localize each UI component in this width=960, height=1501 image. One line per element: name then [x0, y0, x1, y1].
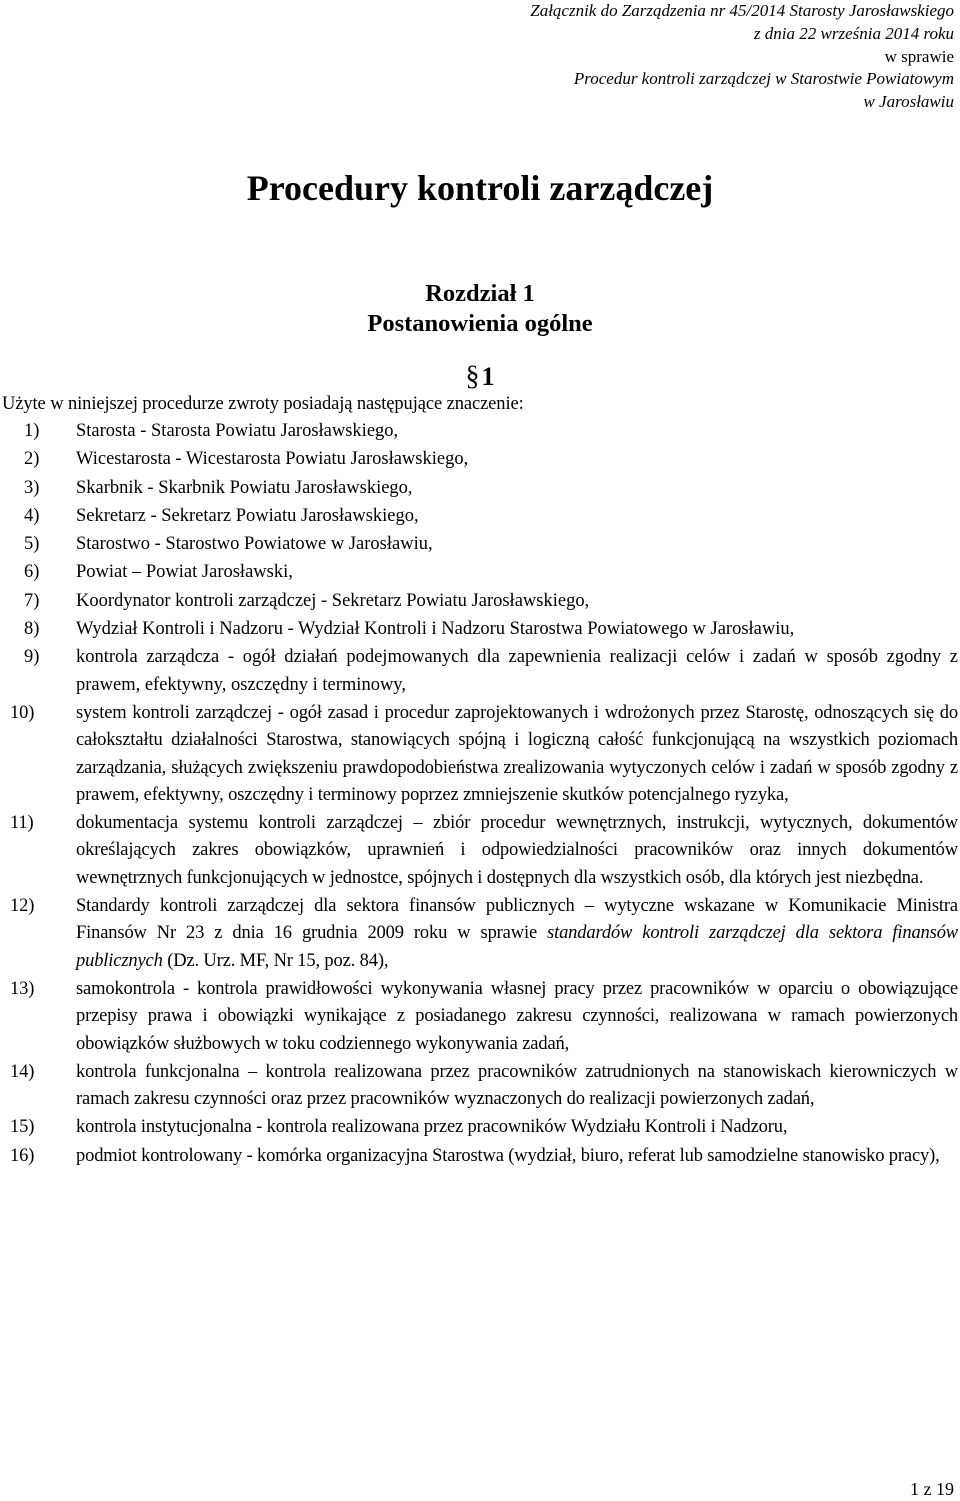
page-number: 1 z 19	[910, 1479, 954, 1499]
definition-number: 2)	[24, 449, 40, 470]
definition-number: 12)	[10, 896, 35, 917]
paragraph-intro: Użyte w niniejszej procedurze zwroty posiadają następujące znaczenie:	[2, 394, 524, 414]
definition-text: kontrola funkcjonalna – kontrola realizowana przez pracowników zatrudnionych na stanowiskach kierowniczych w ramach zakresu czynności oraz przez pracowników wyznaczonych do realizacji powierzonych zadań,	[76, 1061, 958, 1110]
definition-item	[10, 418, 958, 445]
definition-item	[10, 644, 958, 699]
definition-item	[10, 503, 958, 530]
chapter-number: Rozdział 1	[425, 280, 535, 307]
definition-item	[10, 531, 958, 558]
header-line-subject: w sprawie	[884, 46, 954, 66]
definition-number: 15)	[10, 1117, 35, 1138]
definition-text: Wydział Kontroli i Nadzoru - Wydział Kontroli i Nadzoru Starostwa Powiatowego w Jarosławiu,	[76, 619, 795, 640]
paragraph-number: 1	[481, 362, 495, 391]
definition-number: 1)	[24, 421, 40, 441]
definition-item	[10, 475, 958, 502]
definition-text-b: (Dz. Urz. MF, Nr 15, poz. 84),	[162, 950, 389, 971]
definition-number: 10)	[10, 702, 35, 723]
definition-number: 8)	[24, 619, 40, 640]
definition-number: 11)	[10, 813, 34, 834]
definition-item	[10, 700, 958, 809]
definition-text: samokontrola - kontrola prawidłowości wykonywania własnej pracy przez pracowników w oparciu o obowiązujące przepisy prawa i obowiązki wynikające z posiadanego zakresu czynności, realizowana w ramach powierzonych obowiązków służbowych w toku codziennego wykonywania zadań,	[76, 978, 958, 1054]
definition-text: kontrola instytucjonalna - kontrola realizowana przez pracowników Wydziału Kontroli i Nadzoru,	[76, 1117, 788, 1138]
definition-number: 14)	[10, 1061, 35, 1082]
section-sign: §	[465, 361, 480, 392]
header-line-attachment: Załącznik do Zarządzenia nr 45/2014 Starosty Jarosławskiego	[530, 1, 954, 20]
definition-text: Powiat – Powiat Jarosławski,	[76, 562, 293, 583]
document-header	[354, 0, 954, 114]
definition-item	[10, 1059, 958, 1114]
definition-number: 3)	[24, 477, 40, 498]
header-line-procedures: Procedur kontroli zarządczej w Starostwie Powiatowym	[573, 69, 954, 89]
definition-text: Starosta - Starosta Powiatu Jarosławskiego,	[76, 421, 399, 441]
definitions-list	[10, 418, 958, 1171]
definition-item	[10, 1114, 958, 1141]
definition-number: 5)	[24, 534, 40, 555]
definition-number: 4)	[24, 505, 40, 526]
header-line-place: w Jarosławiu	[863, 92, 954, 112]
chapter-name: Postanowienia ogólne	[367, 309, 593, 337]
definition-text: Koordynator kontroli zarządczej - Sekretarz Powiatu Jarosławskiego,	[76, 590, 590, 611]
definition-text: Wicestarosta - Wicestarosta Powiatu Jarosławskiego,	[76, 449, 469, 470]
definition-number: 9)	[24, 647, 40, 668]
definition-text: Skarbnik - Skarbnik Powiatu Jarosławskiego,	[76, 477, 413, 498]
header-line-date: z dnia 22 września 2014 roku	[753, 23, 954, 43]
definition-text-italic: standardów kontroli zarządczej dla sektora finansów publicznych	[76, 923, 958, 971]
definition-item	[10, 616, 958, 643]
chapter-heading	[0, 279, 960, 338]
definition-number: 7)	[24, 590, 40, 611]
definition-item	[10, 810, 958, 892]
paragraph-heading	[0, 362, 960, 392]
definition-text-a: Standardy kontroli zarządczej dla sektora finansów publicznych – wytyczne wskazane w Komunikacie Ministra Finansów Nr 23 z dnia 16 grudnia 2009 roku w sprawie	[76, 896, 958, 944]
definition-number: 16)	[10, 1145, 35, 1166]
definition-item	[10, 893, 958, 975]
definition-item	[10, 976, 958, 1058]
definition-item	[10, 559, 958, 586]
definition-text: system kontroli zarządczej - ogół zasad i procedur zaprojektowanych i wdrożonych przez Starostę, odnoszących się do całokształtu działalności Starostwa, stanowiących spójną i logiczną całość funkcjonującą na wszystkich poziomach zarządzania, służących zwiększeniu prawdopodobieństwa zrealizowania wytyczonych celów i zadań w sposób zgodny z prawem, efektywny, oszczędny i terminowy poprzez zmniejszenie skutków potencjalnego ryzyka,	[76, 702, 958, 805]
definition-item	[10, 588, 958, 615]
definition-item	[10, 446, 958, 473]
definition-text: Starostwo - Starostwo Powiatowe w Jarosławiu,	[76, 534, 433, 555]
definition-text: dokumentacja systemu kontroli zarządczej – zbiór procedur wewnętrznych, instrukcji, wytycznych, dokumentów określających zakres obowiązków, uprawnień i odpowiedzialności pracowników oraz innych dokumentów wewnętrznych funkcjonujących w jednostce, spójnych i dostępnych dla wszystkich osób, dla których jest niezbędna.	[76, 813, 958, 888]
definition-number: 6)	[24, 562, 40, 583]
definition-text: podmiot kontrolowany - komórka organizacyjna Starostwa (wydział, biuro, referat lub samodzielne stanowisko pracy),	[76, 1145, 940, 1166]
document-title: Procedury kontroli zarządczej	[246, 168, 714, 208]
definition-number: 13)	[10, 978, 35, 999]
definition-text: kontrola zarządcza - ogół działań podejmowanych dla zapewnienia realizacji celów i zadań w sposób zgodny z prawem, efektywny, oszczędny i terminowy,	[76, 647, 958, 695]
definition-item	[10, 1143, 958, 1170]
definition-text: Sekretarz - Sekretarz Powiatu Jarosławskiego,	[76, 505, 419, 526]
